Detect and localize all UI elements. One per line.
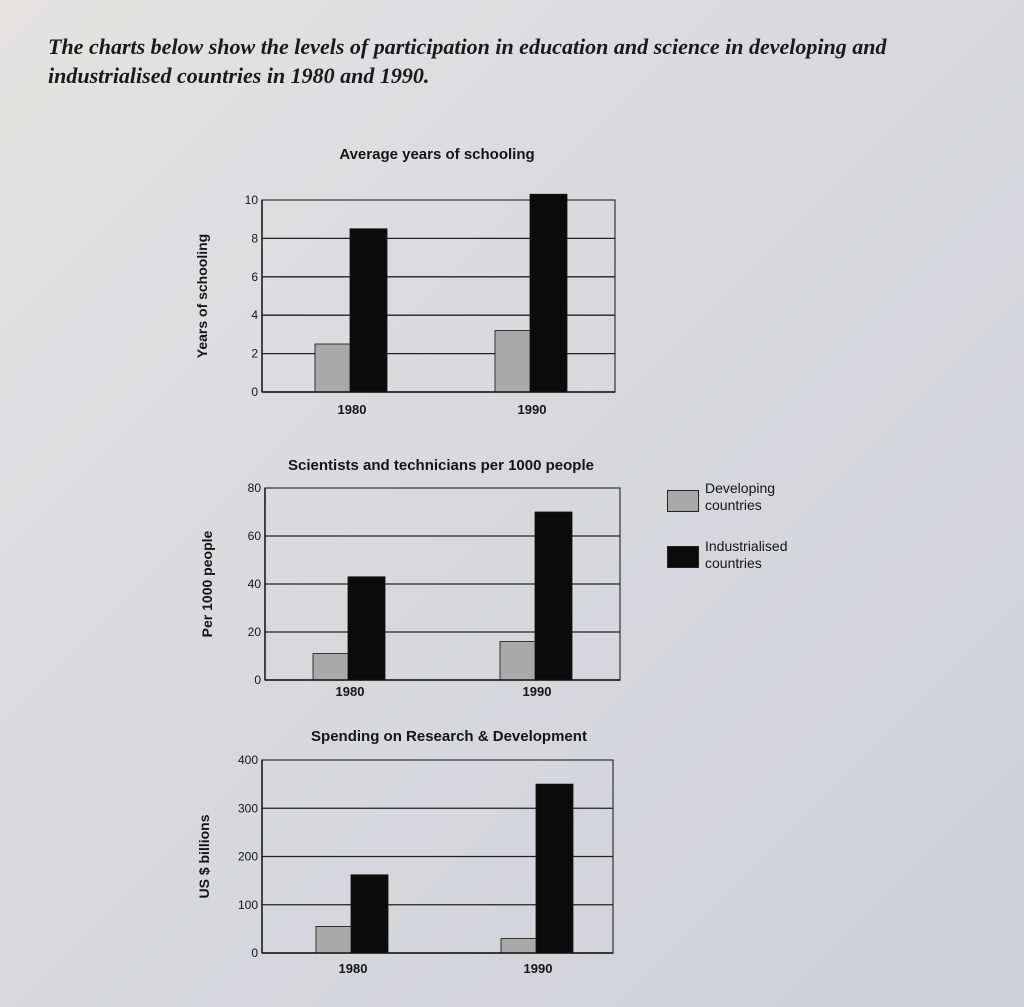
legend-item-developing: [667, 480, 837, 538]
y-tick-label: 4: [251, 308, 258, 323]
bar-developing-1990: [501, 939, 538, 953]
y-tick-label: 60: [247, 529, 261, 543]
chart-legend: [667, 480, 837, 596]
legend-label-developing: [705, 480, 815, 514]
y-axis-label: Years of schooling: [194, 233, 210, 359]
bar-industrialised-1980: [351, 875, 388, 953]
x-tick-label: 1990: [523, 961, 553, 976]
chart-title: Spending on Research & Development: [311, 728, 587, 745]
y-tick-label: 40: [247, 577, 261, 591]
legend-label-line: Industrialised: [705, 538, 788, 554]
y-tick-label: 6: [251, 269, 258, 284]
x-tick-label: 1990: [517, 402, 547, 417]
y-tick-label: 100: [237, 897, 258, 912]
chart-title: Average years of schooling: [339, 146, 535, 163]
bar-industrialised-1990: [536, 784, 573, 953]
legend-label-line: Developing: [705, 480, 776, 496]
y-tick-label: 0: [251, 946, 258, 960]
y-tick-label: 20: [247, 625, 261, 639]
x-tick-label: 1990: [522, 684, 552, 699]
y-tick-label: 400: [237, 753, 258, 767]
y-tick-label: 10: [244, 193, 258, 207]
legend-swatch-developing: [667, 490, 699, 512]
legend-label-line: countries: [705, 555, 762, 571]
y-tick-label: 80: [247, 481, 261, 495]
y-tick-label: 8: [251, 231, 258, 246]
legend-label-industrialised: [705, 538, 815, 572]
x-tick-label: 1980: [337, 402, 367, 417]
chart-title: Scientists and technicians per 1000 people: [288, 457, 594, 474]
x-tick-label: 1980: [338, 961, 368, 976]
y-axis-label: Per 1000 people: [199, 530, 215, 638]
legend-label-line: countries: [705, 497, 762, 513]
legend-swatch-industrialised: [667, 546, 699, 568]
legend-item-industrialised: [667, 538, 837, 596]
bar-developing-1980: [316, 926, 353, 953]
y-tick-label: 300: [237, 801, 258, 816]
y-tick-label: 2: [251, 346, 258, 361]
y-axis-label: US $ billions: [196, 814, 212, 899]
x-tick-label: 1980: [335, 684, 365, 699]
page-heading: The charts below show the levels of participation in education and science in developing and industrialised countries in 1980 and 1990.: [48, 34, 887, 88]
y-tick-label: 0: [251, 385, 258, 399]
y-tick-label: 0: [254, 673, 261, 687]
y-tick-label: 200: [237, 849, 258, 864]
